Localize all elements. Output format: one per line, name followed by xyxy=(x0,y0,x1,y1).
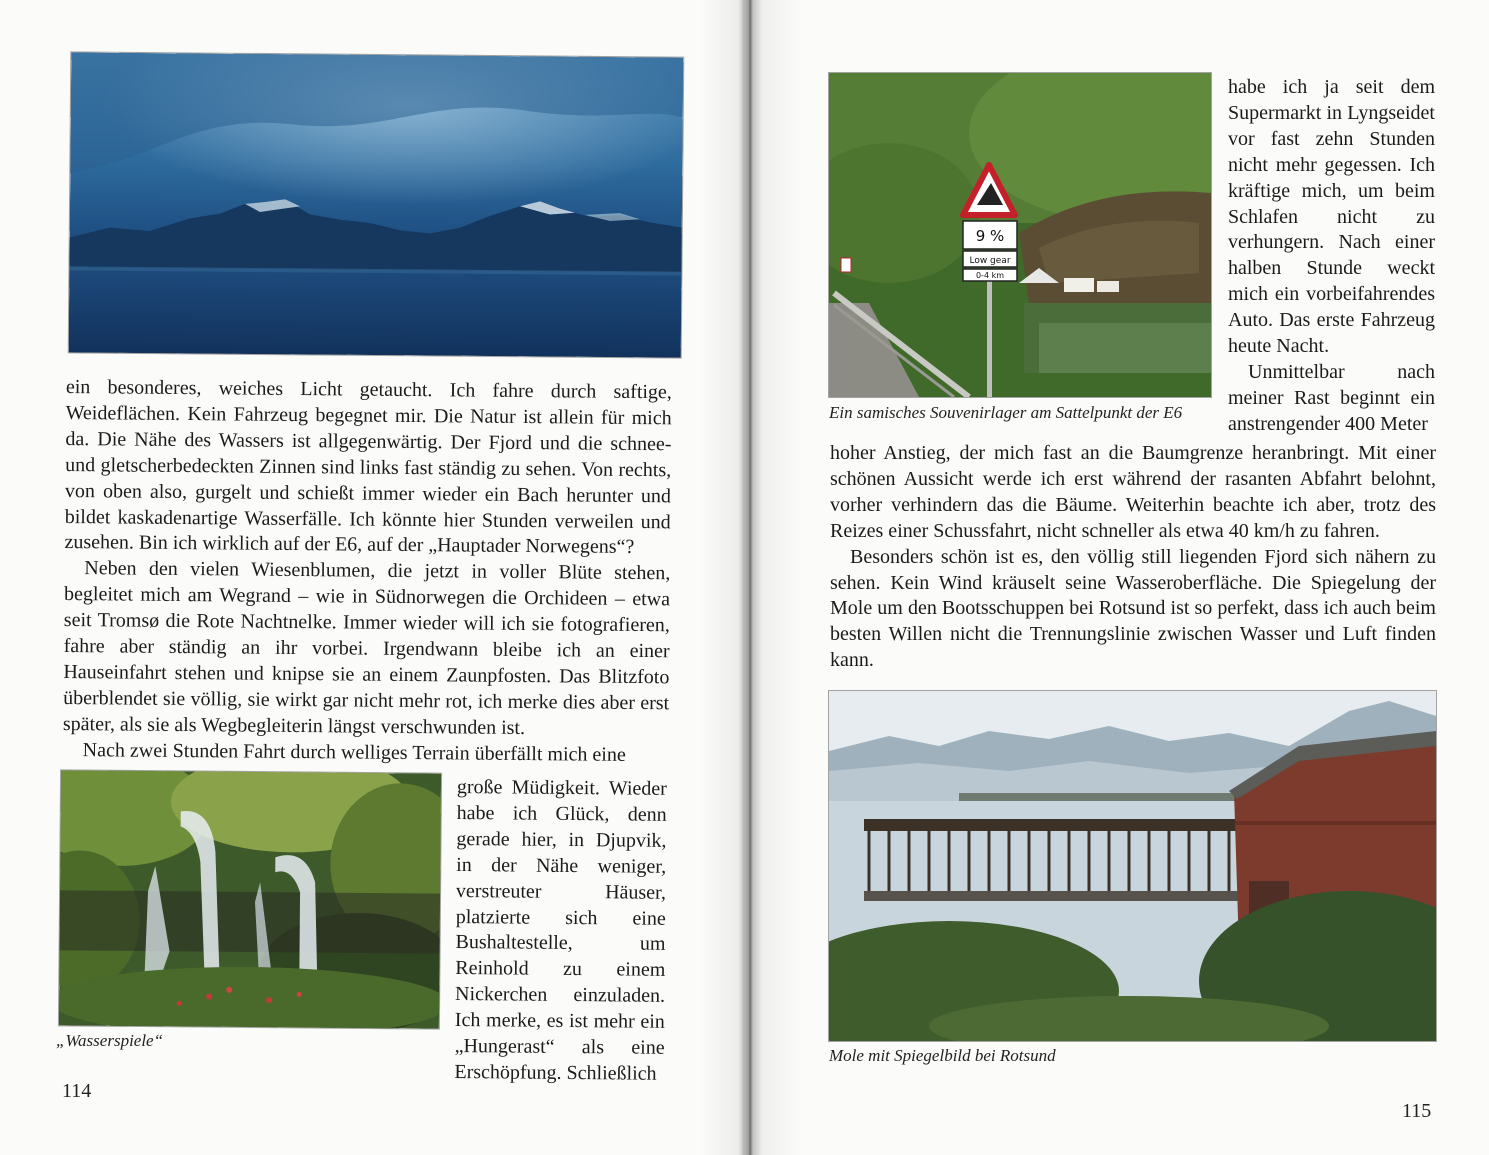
page-number: 115 xyxy=(1402,1100,1432,1122)
left-text-column xyxy=(454,775,667,1088)
caption-sign: Ein samisches Souvenirlager am Sattelpunkt der E6 xyxy=(829,403,1183,422)
left-page xyxy=(0,0,742,1155)
paragraph: hoher Anstieg, der mich fast an die Baumgrenze heranbringt. Mit einer schönen Aussicht werde ich erst während der rasanten Abfahrt belohnt, vorher verhindern das die Bäume. Weiterhin beachte ich aber, trotz des Reizes einer Schussfahrt, nicht schneller als etwa 40 km/h zu fahren. xyxy=(830,442,1436,542)
right-page xyxy=(748,0,1489,1155)
left-text-top xyxy=(63,375,672,769)
paragraph: Unmittelbar nach meiner Rast beginnt ein anstrengender 400 Meter xyxy=(1228,360,1435,435)
paragraph: große Müdigkeit. Wieder habe ich Glück, denn gerade hier, in Djupvik, in der Nähe weniger, verstreuter Häuser, platzierte sich eine Bushaltestelle, um Reinhold zu einem Nickerchen einzuladen. Ich merke, es ist mehr ein „Hungerast“ als eine Erschöpfung. Schließlich xyxy=(454,775,667,1085)
waterfall-photo xyxy=(59,770,441,1028)
paragraph: habe ich ja seit dem Supermarkt in Lyngseidet vor fast zehn Stunden nicht mehr gegessen. Ich kräftige mich, um beim Schlafen nicht zu verhungern. Nach einer halben Stunde weckt mich ein vorbeifahrendes Auto. Das erste Fahrzeug heute Nacht. xyxy=(1228,76,1435,358)
paragraph: Besonders schön ist es, den völlig still liegenden Fjord sich nähern zu sehen. Kein Wind kräuselt seine Wasseroberfläche. Die Spiegelung der Mole um den Bootsschuppen bei Rotsund ist so perfekt, dass ich auch beim besten Willen nicht die Trennungslinie zwischen Wasser und Luft finden kann. xyxy=(830,545,1436,672)
pier-reflection-photo xyxy=(829,691,1436,1041)
right-text-column xyxy=(1228,75,1435,438)
page-number: 114 xyxy=(62,1080,92,1102)
sign-low-gear-text: Low gear xyxy=(969,256,1011,266)
fjord-mountains-photo xyxy=(69,52,684,357)
sign-grade-text: 9 % xyxy=(975,227,1005,245)
paragraph: ein besonderes, weiches Licht getaucht. Ich fahre durch saftige, Weideflächen. Kein Fahrzeug begegnet mir. Die Natur ist allein für mich da. Die Nähe des Wassers ist allgegenwärtig. Der Fjord und die schnee- und gletscherbedeckten Zinnen sind links fast ständig zu sehen. Von rechts, von oben also, gurgelt und schießt immer wieder ein Bach herunter und bildet kaskadenartige Wasserfälle. Ich könnte hier Stunden verweilen und zusehen. Bin ich wirklich auf der E6, auf der „Hauptader Norwegens“? xyxy=(64,375,672,559)
paragraph: Neben den vielen Wiesenblumen, die jetzt in voller Blüte stehen, begleitet mich am Wegrand – wie in Südnorwegen die Orchideen – etwa seit Tromsø die Rote Nachtnelke. Immer wieder will ich sie fotografieren, fahre aber ständig an ihr vorbei. Irgendwann bleibe ich an einer Hauseinfahrt stehen und knipse sie an einem Zaunpfosten. Das Blitzfoto überblendet sie völlig, sie wirkt gar nicht mehr rot, ich merke dies aber erst später, als sie als Wegbegleiterin längst verschwunden ist. xyxy=(62,557,671,739)
right-text-full xyxy=(830,441,1436,674)
caption-pier: Mole mit Spiegelbild bei Rotsund xyxy=(829,1046,1056,1065)
road-sign-photo xyxy=(829,73,1211,397)
caption-waterfall: „Wasserspiele“ xyxy=(56,1031,164,1050)
sign-distance-text: 0-4 km xyxy=(975,271,1005,280)
paragraph: Nach zwei Stunden Fahrt durch welliges Terrain überfällt mich eine xyxy=(82,738,626,766)
